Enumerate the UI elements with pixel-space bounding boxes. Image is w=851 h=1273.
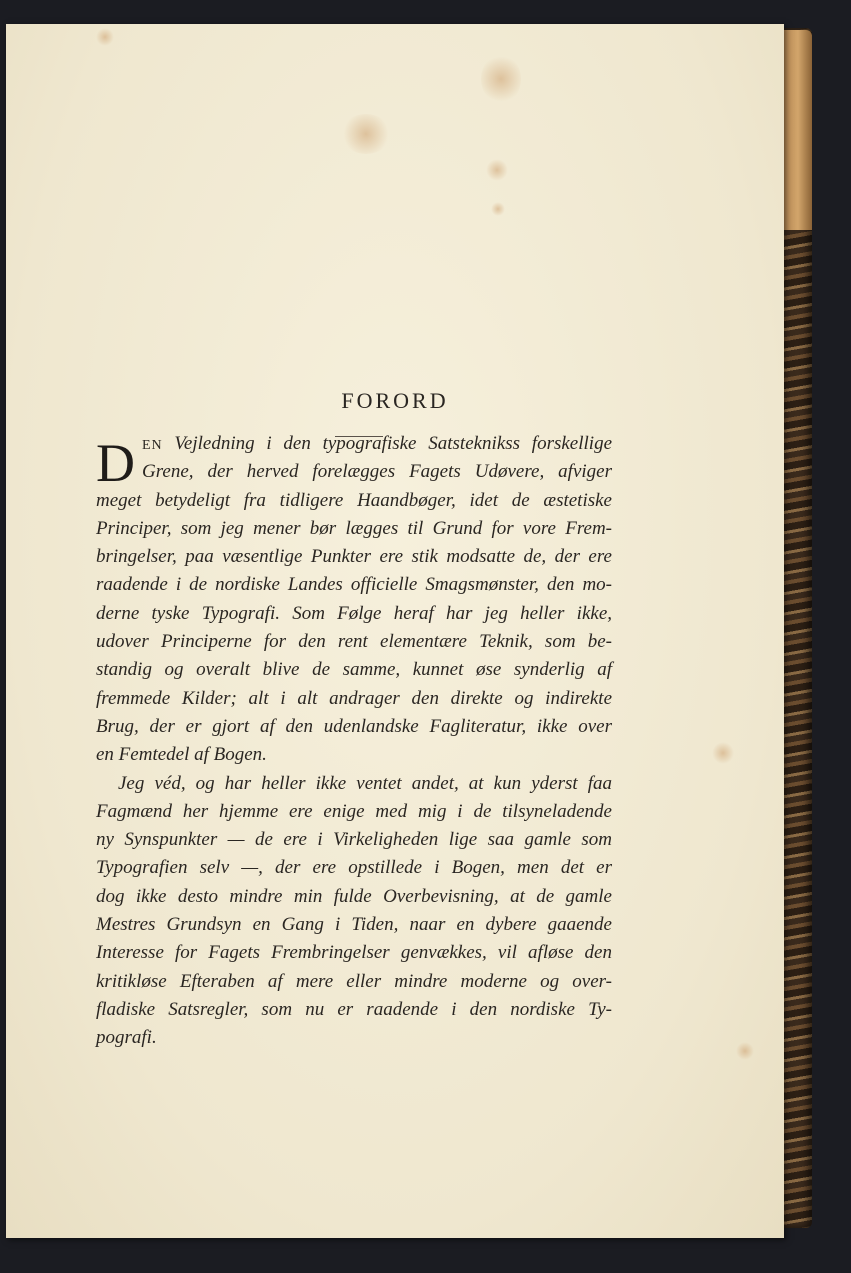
body-text bbox=[96, 430, 612, 1053]
text-line: meget betydeligt fra tidligere Haandbøger, idet de æstetiske bbox=[96, 489, 612, 511]
text-line: Fagmænd her hjemme ere enige med mig i de tilsyneladende bbox=[96, 800, 612, 822]
text-line: bringelser, paa væsentlige Punkter ere stik modsatte de, der ere bbox=[96, 546, 612, 568]
page-title: FORORD bbox=[341, 388, 449, 413]
text-line: fladiske Satsregler, som nu er raadende i den nordiske Ty- bbox=[96, 998, 612, 1020]
text-line: Interesse for Fagets Frembringelser genvækkes, vil afløse den bbox=[96, 942, 612, 964]
text-line: Mestres Grundsyn en Gang i Tiden, naar en dybere gaaende bbox=[96, 914, 612, 936]
text-line: dog ikke desto mindre min fulde Overbevisning, at de gamle bbox=[96, 885, 612, 907]
text-line: standig og overalt blive de samme, kunnet øse synderlig af bbox=[96, 659, 612, 681]
foxing-stain bbox=[486, 159, 508, 181]
book-spine-edge bbox=[784, 30, 812, 230]
foxing-stain bbox=[491, 202, 505, 216]
foxing-stain bbox=[481, 54, 521, 104]
text-line: pografi. bbox=[96, 1027, 157, 1049]
text-line: Brug, der er gjort af den udenlandske Fagliteratur, ikke over bbox=[96, 715, 612, 737]
foxing-stain bbox=[712, 742, 734, 764]
text-line: fremmede Kilder; alt i alt andrager den direkte og indirekte bbox=[96, 687, 612, 709]
text-line: Principer, som jeg mener bør lægges til Grund for vore Frem- bbox=[96, 517, 612, 539]
text-line: Jeg véd, og har heller ikke ventet andet, at kun yderst faa bbox=[118, 772, 612, 794]
text-line: en Femtedel af Bogen. bbox=[96, 744, 267, 766]
text-line: Typografien selv —, der ere opstillede i Bogen, men det er bbox=[96, 857, 612, 879]
foxing-stain bbox=[736, 1042, 754, 1060]
foxing-stain bbox=[96, 28, 114, 46]
text-line: ny Synspunkter — de ere i Virkeligheden lige saa gamle som bbox=[96, 829, 612, 851]
drop-cap: D bbox=[96, 433, 135, 493]
first-word-rest: EN bbox=[142, 438, 163, 453]
text-line: udover Principerne for den rent elementære Teknik, som be- bbox=[96, 631, 612, 653]
text-line: Grene, der herved forelægges Fagets Udøvere, afviger bbox=[142, 461, 612, 483]
foxing-stain bbox=[341, 114, 391, 154]
text-line: derne tyske Typografi. Som Følge heraf har jeg heller ikke, bbox=[96, 602, 612, 624]
text-line: raadende i de nordiske Landes officielle Smagsmønster, den mo- bbox=[96, 574, 612, 596]
text-line: EN Vejledning i den typografiske Satsteknikss forskellige bbox=[142, 433, 613, 454]
text-line: kritikløse Efteraben af mere eller mindre moderne og over- bbox=[96, 970, 612, 992]
